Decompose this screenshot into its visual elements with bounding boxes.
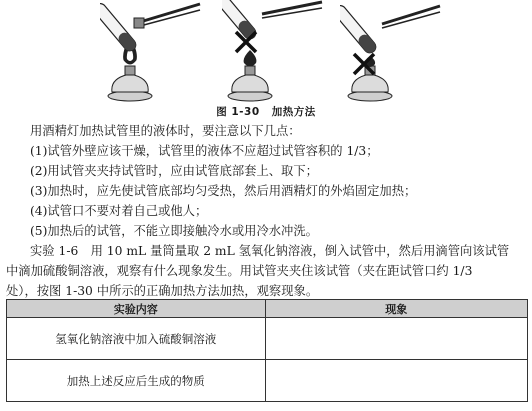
row-2-item: 加热上述反应后生成的物质 [7,360,266,402]
header-content: 实验内容 [7,300,266,318]
experiment-table [6,299,528,402]
header-phenomenon: 现象 [265,300,528,318]
correct-heating-illustration [100,0,210,104]
intro-paragraph: 用酒精灯加热试管里的液体时，要注意以下几点： [30,124,301,138]
point-4: (4)试管口不要对着自己或他人； [30,204,208,218]
table-row [7,360,528,402]
point-3: (3)加热时，应先使试管底部均匀受热，然后用酒精灯的外焰固定加热； [30,184,417,198]
experiment-line-2: 中滴加硫酸铜溶液，观察有什么现象发生。用试管夹夹住该试管（夹在距试管口约 1/3 [6,264,473,278]
figure-caption [0,104,532,119]
point-2: (2)用试管夹夹持试管时，应由试管底部套上、取下； [30,164,318,178]
table-header-row [7,300,528,318]
wrong-heating-illustration-2 [340,0,450,104]
row-1-item: 氢氧化钠溶液中加入硫酸铜溶液 [7,318,266,360]
row-1-observation [265,318,528,360]
figure-number: 图 1-30 [216,106,260,118]
row-2-observation [265,360,528,402]
experiment-line-1: 实验 1-6 用 10 mL 量筒量取 2 mL 氢氧化钠溶液，倒入试管中，然后用滴管向该试管 [30,244,510,258]
point-1: (1)试管外壁应该干燥，试管里的液体不应超过试管容积的 1/3； [30,144,379,158]
heating-methods-figure [0,0,532,118]
table-row [7,318,528,360]
wrong-heating-illustration-1 [222,0,332,104]
experiment-line-3: 处），按图 1-30 中所示的正确加热方法加热，观察现象。 [6,284,319,298]
body-text [6,121,526,301]
figure-title: 加热方法 [271,106,316,118]
point-5: (5)加热后的试管，不能立即接触冷水或用冷水冲洗。 [30,224,318,238]
